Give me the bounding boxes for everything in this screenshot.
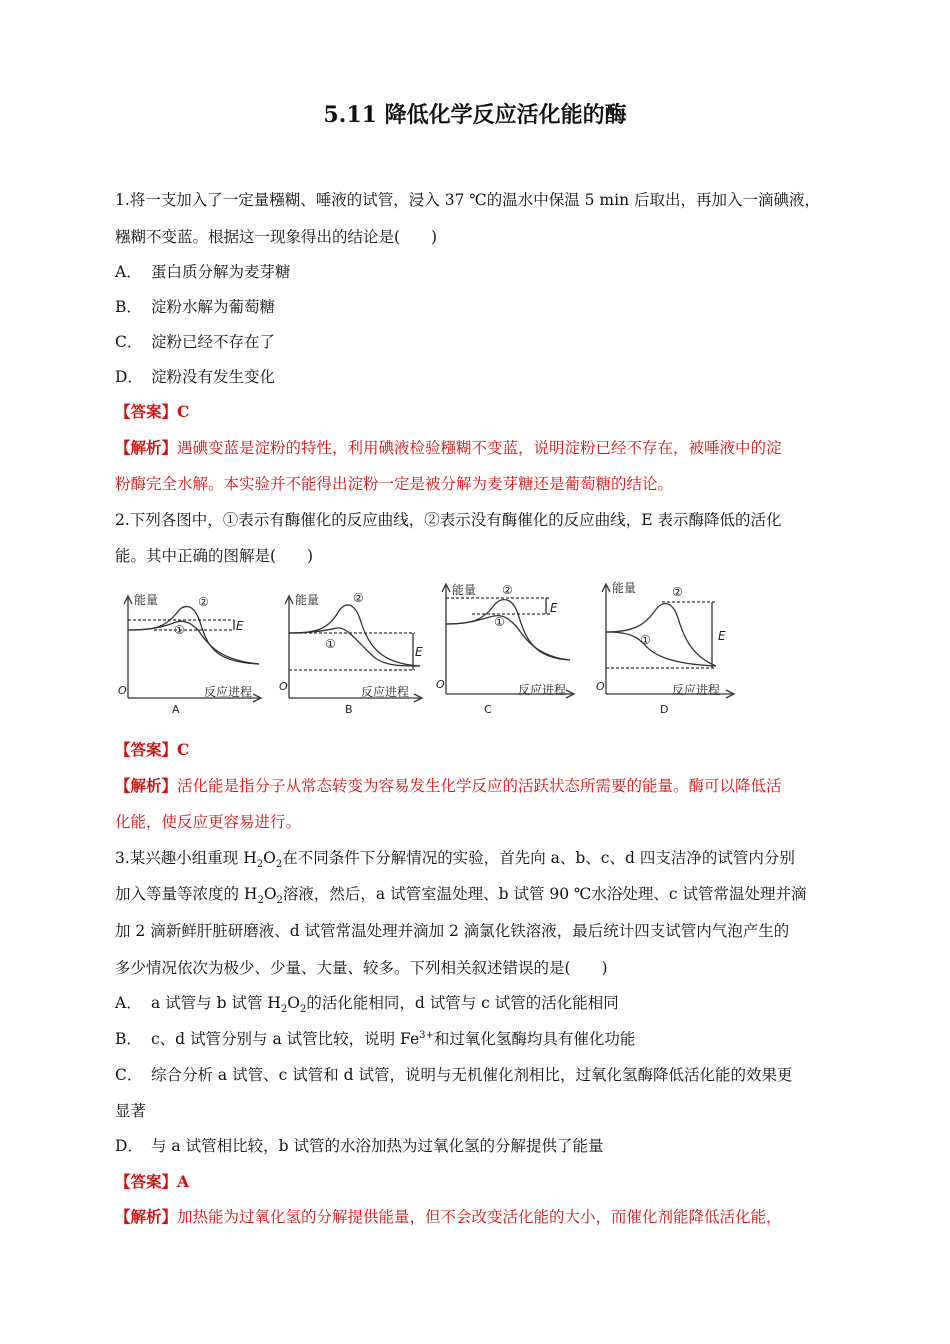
q1-option-c: C． 淀粉已经不存在了 xyxy=(115,333,276,351)
curve-1-label: ① xyxy=(494,615,505,629)
q3-analysis-line-1: 【解析】加热能为过氧化氢的分解提供能量，但不会改变活化能的大小，而催化剂能降低活化能， xyxy=(115,1207,782,1226)
y-axis-label: 能量 xyxy=(452,583,477,597)
q1-option-d: D． 淀粉没有发生变化 xyxy=(115,368,276,386)
q3-option-b: B． c、d 试管分别与 a 试管比较，说明 $Fe^{3+}$和过氧化氢酶均具有催化功能 xyxy=(115,1029,636,1048)
q1-option-a: A． 蛋白质分解为麦芽糖 xyxy=(115,263,291,281)
curve-1-label: ① xyxy=(325,637,336,651)
curve-1-label: ① xyxy=(640,633,651,647)
q2-analysis-line-2: 化能，使反应更容易进行。 xyxy=(115,813,302,831)
q3-stem-line-3: 加 2 滴新鲜肝脏研磨液、d 试管常温处理并滴加 2 滴氯化铁溶液，最后统计四支试管内气泡产生的 xyxy=(115,922,790,940)
q2-answer: 【答案】C xyxy=(115,740,190,759)
energy-label: E xyxy=(236,619,244,633)
curve-2-label: ② xyxy=(502,583,513,597)
q1-stem-line-1: 1.将一支加入了一定量糨糊、唾液的试管，浸入 37 ℃的温水中保温 5 min 后取出，再加入一滴碘液， xyxy=(115,191,820,209)
panel-label: A xyxy=(172,703,180,716)
x-axis-label: 反应进程 xyxy=(518,683,567,697)
q3-option-d: D． 与 a 试管相比较，b 试管的水浴加热为过氧化氢的分解提供了能量 xyxy=(115,1137,604,1155)
y-axis-label: 能量 xyxy=(295,593,320,607)
q3-stem-line-4: 多少情况依次为极少、少量、大量、较多。下列相关叙述错误的是( ) xyxy=(115,959,608,977)
q3-stem-line-1: 3.某兴趣小组重现 $H_2O_2$在不同条件下分解情况的实验，首先向 a、b、c、d 四支洁净的试管内分别 xyxy=(115,849,795,871)
q3-option-c-cont: 显著 xyxy=(115,1102,147,1120)
origin-label: O xyxy=(596,680,605,693)
figure-panel-a xyxy=(114,578,274,718)
q3-option-c: C． 综合分析 a 试管、c 试管和 d 试管，说明与无机催化剂相比，过氧化氢酶降低活化能的效果更 xyxy=(115,1066,793,1084)
figure-panel-c xyxy=(432,578,592,718)
figure-panel-b xyxy=(275,578,435,718)
q3-stem-line-2: 加入等量等浓度的 $H_2O_2$溶液，然后，a 试管室温处理、b 试管 90 ℃水浴处理、c 试管常温处理并滴 xyxy=(115,885,807,907)
q2-stem-line-1: 2.下列各图中，①表示有酶催化的反应曲线，②表示没有酶催化的反应曲线，E 表示酶降低的活化 xyxy=(115,511,782,529)
x-axis-label: 反应进程 xyxy=(204,685,253,699)
q1-option-b: B． 淀粉水解为葡萄糖 xyxy=(115,298,276,316)
x-axis-label: 反应进程 xyxy=(672,683,721,697)
figure-panel-d xyxy=(592,578,752,718)
q1-answer: 【答案】C xyxy=(115,402,190,421)
energy-label: E xyxy=(550,601,558,615)
curve-2-label: ② xyxy=(353,591,364,605)
page-title: 5.11 降低化学反应活化能的酶 xyxy=(323,102,627,128)
q2-stem-line-2: 能。其中正确的图解是( ) xyxy=(115,547,314,565)
q3-option-a: A． a 试管与 b 试管 $H_2O_2$的活化能相同，d 试管与 c 试管的活化能相同 xyxy=(115,994,619,1016)
energy-label: E xyxy=(718,629,726,643)
x-axis-label: 反应进程 xyxy=(361,685,410,699)
q1-analysis-line-1: 【解析】遇碘变蓝是淀粉的特性，利用碘液检验糨糊不变蓝，说明淀粉已经不存在，被唾液中的淀 xyxy=(115,438,782,457)
origin-label: O xyxy=(436,678,445,691)
origin-label: O xyxy=(118,684,127,697)
panel-label: C xyxy=(484,703,492,716)
y-axis-label: 能量 xyxy=(134,593,159,607)
curve-2-label: ② xyxy=(672,585,683,599)
energy-label: E xyxy=(415,645,423,659)
q3-answer: 【答案】A xyxy=(115,1172,190,1191)
panel-label: B xyxy=(345,703,353,716)
panel-label: D xyxy=(660,703,669,716)
q2-analysis-line-1: 【解析】活化能是指分子从常态转变为容易发生化学反应的活跃状态所需要的能量。酶可以降低活 xyxy=(115,776,782,795)
origin-label: O xyxy=(279,680,288,693)
curve-1-label: ① xyxy=(174,623,185,637)
y-axis-label: 能量 xyxy=(612,581,637,595)
q1-analysis-line-2: 粉酶完全水解。本实验并不能得出淀粉一定是被分解为麦芽糖还是葡萄糖的结论。 xyxy=(115,475,674,493)
curve-2-label: ② xyxy=(198,595,209,609)
q1-stem-line-2: 糨糊不变蓝。根据这一现象得出的结论是( ) xyxy=(115,228,438,246)
